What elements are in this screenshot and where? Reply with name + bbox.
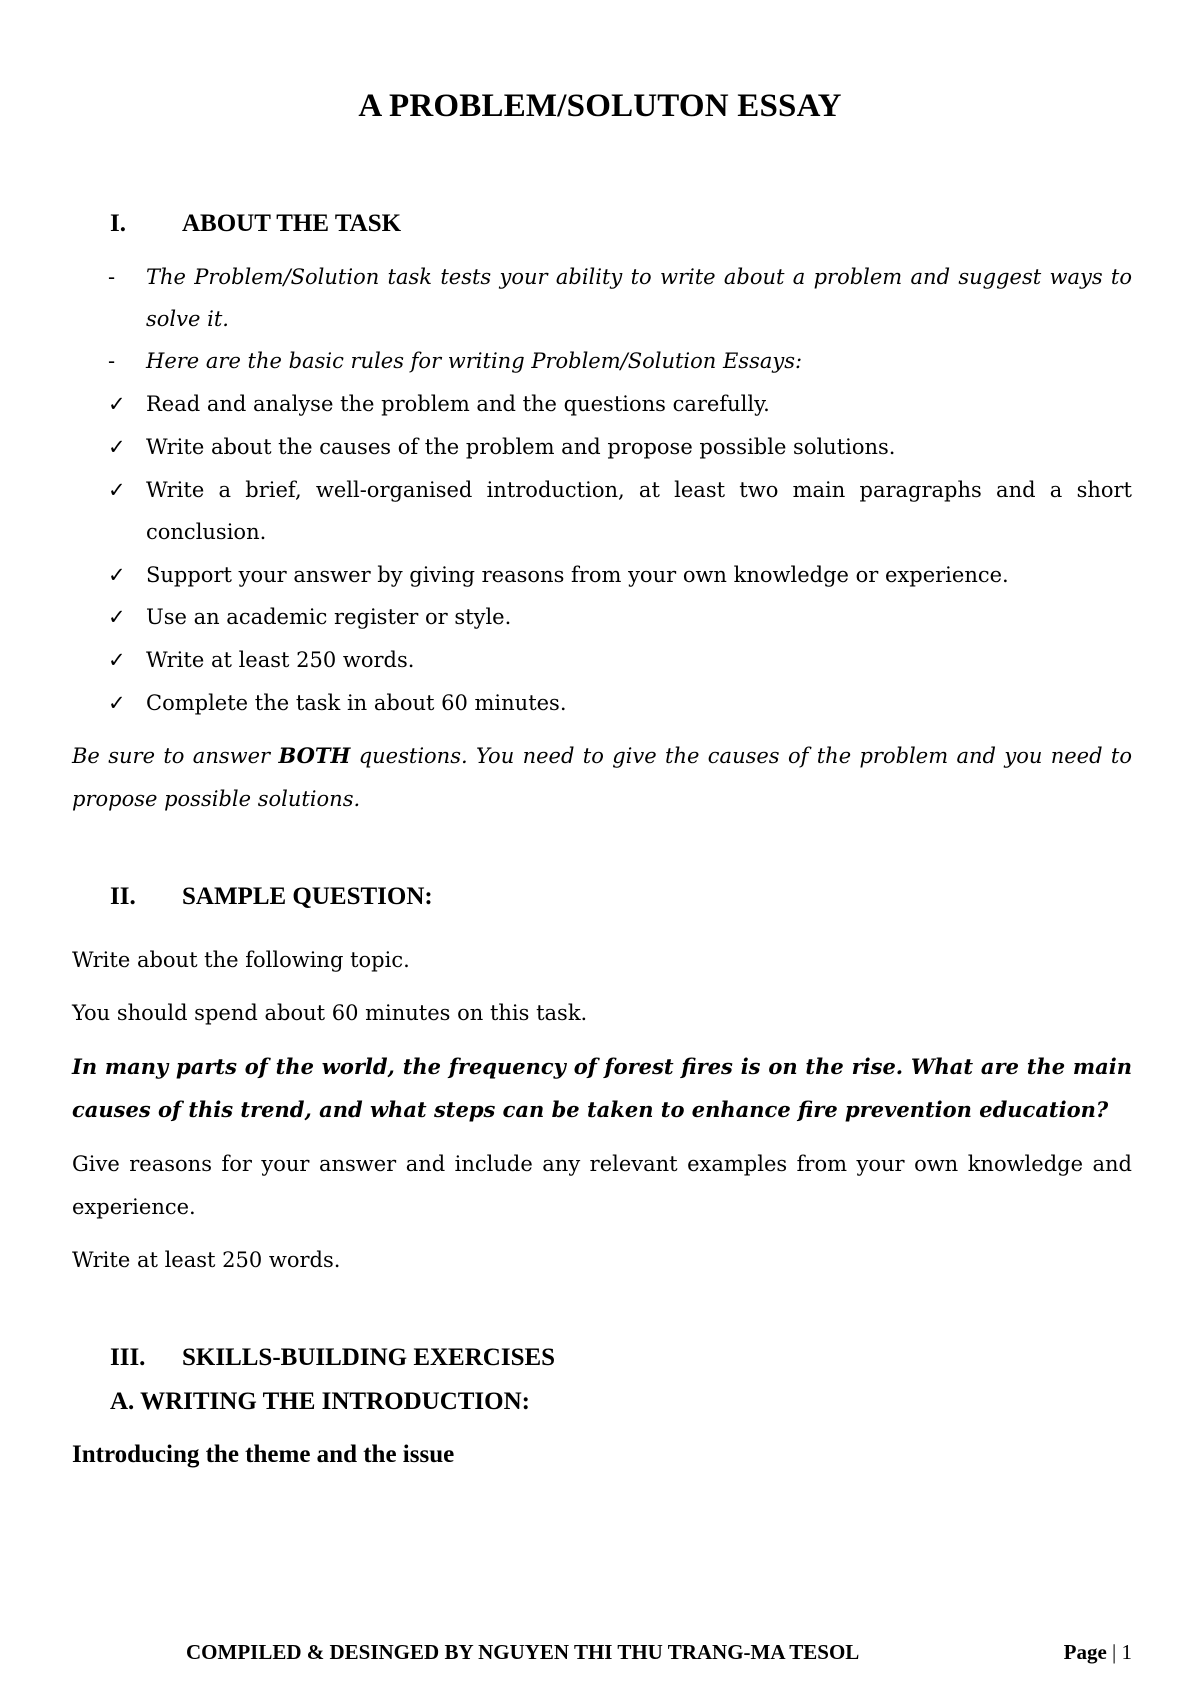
note-line: propose possible solutions. [72, 787, 361, 811]
check-icon: ✓ [108, 648, 126, 672]
sub-heading-introduction: A. WRITING THE INTRODUCTION: [110, 1388, 530, 1415]
check-item-line: Write at least 250 words. [146, 648, 415, 672]
section-number: III. [110, 1344, 146, 1371]
section-number: II. [110, 883, 136, 910]
note-emphasis: BOTH [278, 743, 351, 768]
dash-item-line: solve it. [146, 307, 229, 331]
section-title: SKILLS-BUILDING EXERCISES [182, 1344, 556, 1371]
check-item-line: Write about the causes of the problem and propose possible solutions. [146, 435, 896, 459]
section-title: SAMPLE QUESTION: [182, 883, 433, 910]
check-item-line: Use an academic register or style. [146, 605, 512, 629]
section-number: I. [110, 210, 126, 237]
check-icon: ✓ [108, 691, 126, 715]
instruction-line: Write at least 250 words. [72, 1248, 341, 1272]
page-label: Page [1063, 1640, 1107, 1664]
check-item-line: Read and analyse the problem and the questions carefully. [146, 392, 770, 416]
check-item-line: Complete the task in about 60 minutes. [146, 691, 567, 715]
note-text: Be sure to answer [72, 744, 279, 768]
instruction-line: Write about the following topic. [72, 948, 410, 972]
check-icon: ✓ [108, 478, 126, 502]
page-number: 1 [1121, 1640, 1132, 1664]
dash-item-line: Here are the basic rules for writing Problem/Solution Essays: [146, 349, 803, 373]
check-item-line: Write a brief, well-organised introduction, at least two main paragraphs and a short [146, 478, 1132, 502]
dash-marker: - [108, 349, 116, 373]
document-title: A PROBLEM/SOLUTON ESSAY [358, 88, 842, 124]
check-item-line: conclusion. [146, 520, 267, 544]
check-icon: ✓ [108, 605, 126, 629]
instruction-line: experience. [72, 1195, 196, 1219]
dash-marker: - [108, 265, 116, 289]
question-line: causes of this trend, and what steps can be taken to enhance fire prevention education? [72, 1097, 1109, 1122]
note-text: questions. You need to give the causes of the problem and you need to [350, 744, 1132, 768]
footer-credit: COMPILED & DESINGED BY NGUYEN THI THU TRANG-MA TESOL [186, 1640, 860, 1664]
check-icon: ✓ [108, 435, 126, 459]
check-item-line: Support your answer by giving reasons from your own knowledge or experience. [146, 563, 1009, 587]
check-icon: ✓ [108, 563, 126, 587]
question-line: In many parts of the world, the frequency of forest fires is on the rise. What are the main [72, 1054, 1132, 1079]
page-separator: | [1112, 1640, 1117, 1664]
section-heading-sample-question [110, 883, 433, 911]
dash-item-line: The Problem/Solution task tests your ability to write about a problem and suggest ways to [146, 265, 1132, 289]
section-title: ABOUT THE TASK [182, 210, 402, 237]
note-line [72, 733, 1132, 779]
footer-page-number [1064, 1640, 1132, 1665]
section-heading-about-task [110, 210, 401, 238]
instruction-line: You should spend about 60 minutes on this task. [72, 1001, 588, 1025]
check-icon: ✓ [108, 392, 126, 416]
instruction-line: Give reasons for your answer and include any relevant examples from your own knowledge and [72, 1152, 1132, 1176]
section-heading-skills [110, 1344, 555, 1372]
sub-sub-heading: Introducing the theme and the issue [72, 1441, 455, 1468]
